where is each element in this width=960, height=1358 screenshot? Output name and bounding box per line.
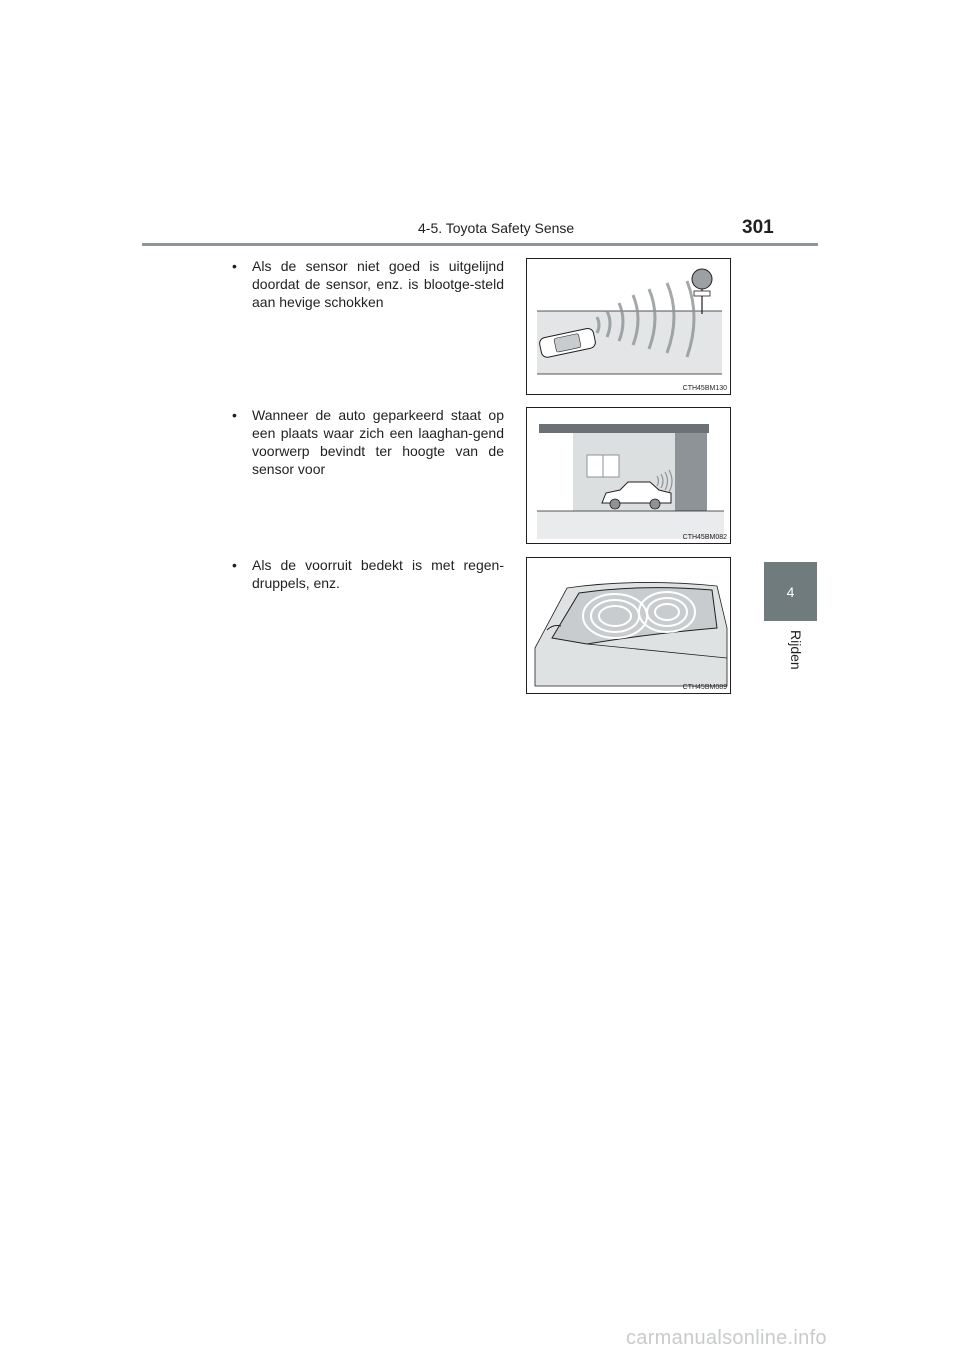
windshield-illustration (527, 558, 732, 695)
bullet-marker: • (232, 557, 237, 573)
bullet-marker: • (232, 407, 237, 423)
bullet-marker: • (232, 258, 237, 274)
figure-code: CTH45BM130 (682, 385, 727, 392)
list-item-text: Als de voorruit bedekt is met regen-druppels, enz. (252, 557, 504, 591)
chapter-label: Rijden (788, 630, 804, 670)
chapter-tab[interactable] (764, 562, 817, 621)
list-item (232, 257, 504, 311)
page-number: 301 (742, 217, 774, 238)
list-item-text: Wanneer de auto geparkeerd staat op een plaats waar zich een laaghan-gend voorwerp bevindt ter hoogte van de sensor voor (252, 407, 504, 477)
list-item-text: Als de sensor niet goed is uitgelijnd doordat de sensor, enz. is blootge-steld aan hevige schokken (252, 258, 504, 310)
road-sensor-illustration (527, 259, 732, 396)
footer-watermark[interactable]: carmanualsonline.info (626, 1327, 827, 1349)
chapter-number: 4 (786, 583, 795, 600)
section-title: 4-5. Toyota Safety Sense (418, 220, 575, 236)
figure-sensor-misaligned (526, 258, 731, 395)
figure-code: CTH45BM089 (682, 684, 727, 691)
list-item (232, 556, 504, 592)
figure-low-object (526, 407, 731, 544)
garage-illustration (527, 408, 732, 545)
figure-raindrops-windshield (526, 557, 731, 694)
list-item (232, 406, 504, 478)
header-divider (142, 243, 818, 246)
figure-code: CTH45BM082 (682, 534, 727, 541)
